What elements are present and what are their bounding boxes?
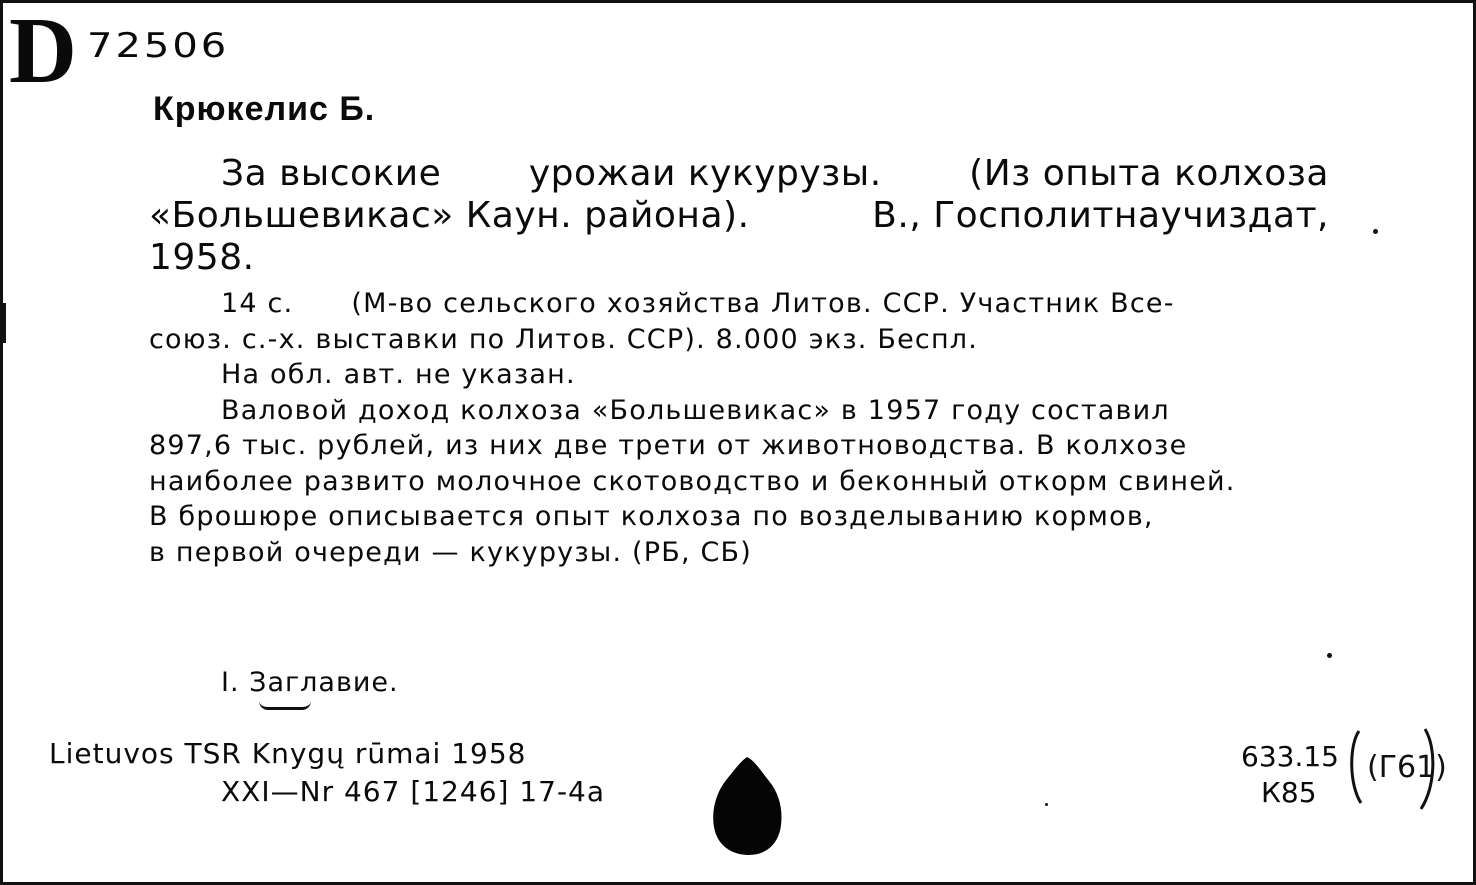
desc-segment: На обл. авт. не указан.: [221, 359, 576, 390]
desc-segment: 14 с.: [221, 288, 294, 319]
handwritten-accession-number: 72506: [87, 26, 230, 66]
title-segment: (Из опыта колхоза: [969, 153, 1329, 194]
desc-segment: наиболее развито молочное скотоводство и беконный откорм свиней.: [149, 465, 1236, 497]
punch-hole-icon: [711, 755, 783, 857]
udc-code: 633.15: [1241, 740, 1339, 773]
desc-line: [149, 428, 1329, 464]
desc-line: [149, 393, 1329, 429]
desc-line: [149, 286, 1329, 322]
title-segment: «Большевикас» Каун. района).: [149, 195, 750, 236]
desc-segment: В брошюре описывается опыт колхоза по возделыванию кормов,: [149, 501, 1154, 532]
title-segment: За высокие: [221, 153, 442, 194]
desc-line: [149, 322, 1329, 358]
classification-block: [1241, 739, 1339, 811]
pencil-underline-mark: [259, 701, 311, 710]
desc-segment: Валовой доход колхоза «Большевикас» в 1957 году составил: [221, 394, 1170, 426]
speck-mark: [1045, 803, 1048, 806]
desc-segment: (М-во сельского хозяйства Литов. ССР. Участник Все-: [351, 288, 1175, 319]
title-line-3: [149, 237, 1329, 279]
title-line-1: [149, 153, 1329, 195]
subject-heading: I. Заглавие.: [221, 667, 399, 698]
desc-line: [149, 357, 1329, 393]
title-line-2: [149, 195, 1329, 237]
author-heading: Крюкелис Б.: [153, 90, 376, 128]
desc-segment: 897,6 тыс. рублей, из них две трети от животноводства. В колхозе: [149, 430, 1188, 461]
speck-mark: [1327, 653, 1332, 658]
title-segment: В., Госполитнаучиздат,: [872, 195, 1329, 236]
title-segment: урожаи кукурузы.: [528, 153, 882, 194]
title-segment: 1958.: [149, 237, 255, 278]
cutter-number: К85: [1261, 776, 1317, 809]
title-block: [149, 153, 1329, 279]
publisher-footer: [49, 735, 605, 811]
desc-line: [149, 499, 1329, 535]
description-block: [149, 286, 1329, 570]
desc-line: [149, 464, 1329, 500]
card-letter: D: [9, 0, 75, 103]
handwritten-code-text: (Г61): [1367, 750, 1447, 785]
edge-mark: [3, 303, 6, 343]
desc-line: [149, 535, 1329, 571]
handwritten-classification-icon: [1347, 725, 1447, 815]
footer-line-1: Lietuvos TSR Knygų rūmai 1958: [49, 737, 527, 770]
speck-mark: [1373, 229, 1378, 234]
footer-line-2: XXI—Nr 467 [1246] 17-4a: [221, 775, 606, 808]
desc-segment: союз. с.-х. выставки по Литов. ССР). 8.000 экз. Беспл.: [149, 323, 979, 355]
desc-segment: в первой очереди — кукурузы. (РБ, СБ): [149, 536, 753, 568]
